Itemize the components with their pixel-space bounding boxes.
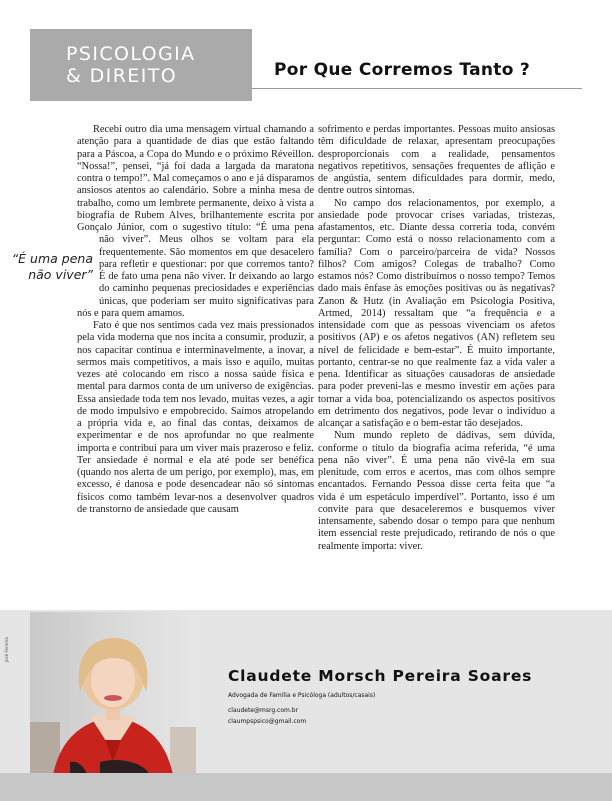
paragraph-intro-start: Recebi outro dia uma mensagem virtual chamando a atenção para a quantidade de dias que estão faltando para a Páscoa, a Copa do Mundo e o próximo Réveillon. “Nossa!”, pensei, “já foi dada a largada da maratona contra o tempo!”. Mal começamos o ano e já disparamos ansiosos atentos ao calendário. Sobre a minha mesa de trabalho, como um lembrete permanente, deixo à vista a biografia de Rubem Alves, brilhantemente escrita por Gonçalo Júnior, com o sugestivo título: “É uma pena não viver”. Meus olhos se voltam <box>77 124 314 246</box>
photo-credit: José Ferreira <box>4 637 9 662</box>
article-column-right <box>318 124 555 553</box>
pull-quote <box>0 238 93 304</box>
paragraph-pressure: Fato é que nos sentimos cada vez mais pressionados pela vida moderna que nos incita a consumir, produzir, a nos capacitar continua e interminavelmente, a inovar, a sermos mais competitivos, a mais isso e aquilo, muitas vezes até colocando em risco a nossa saúde física e mental para darmos conta de um universo de exigências. Essa ansiedade toda tem nos levado, muitas vezes, a agir de modo impulsivo e empobrecido. Saímos atropelando a própria vida e, ao final das contas, deixamos de experimentar e de nos aprofundar no que realmente importa e contribui para um viver mais prazeroso e feliz. Ter ansiedade é normal e ela até pode ser benéfica (quando nos alerta de um perigo, por exemplo), mas, em excesso, é danosa e pode desencadear não só sintomas físicos como também levar-nos a desenvolver quadros de transtorno de ansiedade que causam <box>77 320 314 515</box>
author-name: Claudete Morsch Pereira Soares <box>228 667 533 685</box>
footer-bar <box>0 773 612 801</box>
paragraph-suffering: sofrimento e perdas importantes. Pessoas muito ansiosas têm dificuldade de relaxar, apresentam preocupações desproporcionais com a realidade, pensamentos negativos repetitivos, sensações frequentes de aflição e de angústia, sentem dificuldades para dormir, medo, dentre outros sintomas. <box>318 124 555 197</box>
paragraph-intro <box>11 124 315 320</box>
article-column-left <box>11 124 315 516</box>
pull-quote-line2: não viver” <box>28 267 93 283</box>
author-email-work[interactable]: claudete@msrg.com.br <box>228 707 299 714</box>
author-email-personal[interactable]: claumpspsico@gmail.com <box>228 718 307 725</box>
header-divider <box>252 88 582 89</box>
article-title: Por Que Corremos Tanto ? <box>274 60 531 80</box>
paragraph-relationships: No campo dos relacionamentos, por exemplo, a ansiedade pode provocar crises variadas, tristezas, afastamentos, etc. Diante dessa correria toda, convém perguntar: Como está o nosso relacionamento com a família? Com o parceiro/parceira de vida? Nossos filhos? Com amigos? Colegas de trabalho? Como estamos nós? Como distribuímos o nosso tempo? Temos dado mais ênfase às emoções positivas ou às negativas? Zanon & Hutz (in Avaliação em Psicologia Positiva, Artmed, 2014) ressaltam que “a frequência e a intensidade com que as pessoas vivenciam os afetos positivos (AP) e os afetos negativos (AN) refletem seu nível de felicidade e bem-estar”. É muito importante, portanto, centrar-se no que realmente faz a vida valer a pena. Identificar as situações causadoras de ansiedade para poder preveni-las e mesmo investir em ações para tornar a vida boa, potencializando os aspectos positivos em detrimento dos negativos, pode levar o indivíduo a alcançar a satisfação e o bem-estar tão desejados. <box>318 197 555 429</box>
paragraph-conclusion: Num mundo repleto de dádivas, sem dúvida, conforme o título da biografia acima referida, “é uma pena não viver”. É uma pena não vivê-la em sua plenitude, com erros e acertos, mas com olhos sempre encantados. Fernando Pessoa disse certa feita que “a vida é um espetáculo imperdível”. Portanto, isso é um convite para que desaceleremos e busquemos viver intensamente, sabendo dosar o tempo para que nenhum item essencial reste prejudicado, retirando de nós o que realmente importa: viver. <box>318 430 555 552</box>
section-tag <box>30 29 252 101</box>
section-tag-line1: PSICOLOGIA <box>66 43 196 65</box>
author-role: Advogada de Família e Psicóloga (adultos/casais) <box>228 692 376 699</box>
section-tag-line2: & DIREITO <box>66 65 178 87</box>
paragraph-intro-end: para ela frequentemente. São momentos em que desacelero para refletir e questionar: por que corremos tanto? É de fato uma pena não viver. Ir deixando ao largo do caminho pequenas preciosidades e experiências únicas, que poderiam ser muito significativas para nós e para quem amamos. <box>77 234 315 319</box>
pull-quote-line1: “É uma pena <box>11 251 93 267</box>
